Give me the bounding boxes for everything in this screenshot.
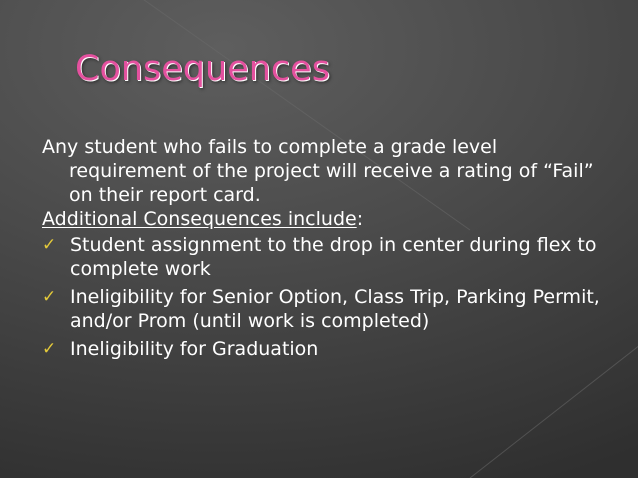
consequence-list [42, 233, 602, 361]
slide-title: Consequences [75, 49, 330, 89]
list-item [42, 285, 602, 333]
subheading [42, 207, 602, 231]
list-item-text: Ineligibility for Senior Option, Class Trip, Parking Permit, and/or Prom (until work is completed) [70, 286, 600, 332]
checkmark-icon: ✓ [42, 287, 57, 307]
checkmark-icon: ✓ [42, 235, 57, 255]
subheading-colon: : [356, 208, 364, 230]
intro-paragraph: Any student who fails to complete a grade level requirement of the project will receive a rating of “Fail” on their report card. [42, 136, 594, 206]
slide-body [42, 135, 602, 365]
list-item-text: Student assignment to the drop in center during flex to complete work [70, 234, 597, 280]
list-item [42, 233, 602, 281]
list-item [42, 337, 602, 361]
checkmark-icon: ✓ [42, 339, 57, 359]
subheading-text: Additional Consequences include [42, 208, 357, 230]
list-item-text: Ineligibility for Graduation [70, 338, 319, 360]
